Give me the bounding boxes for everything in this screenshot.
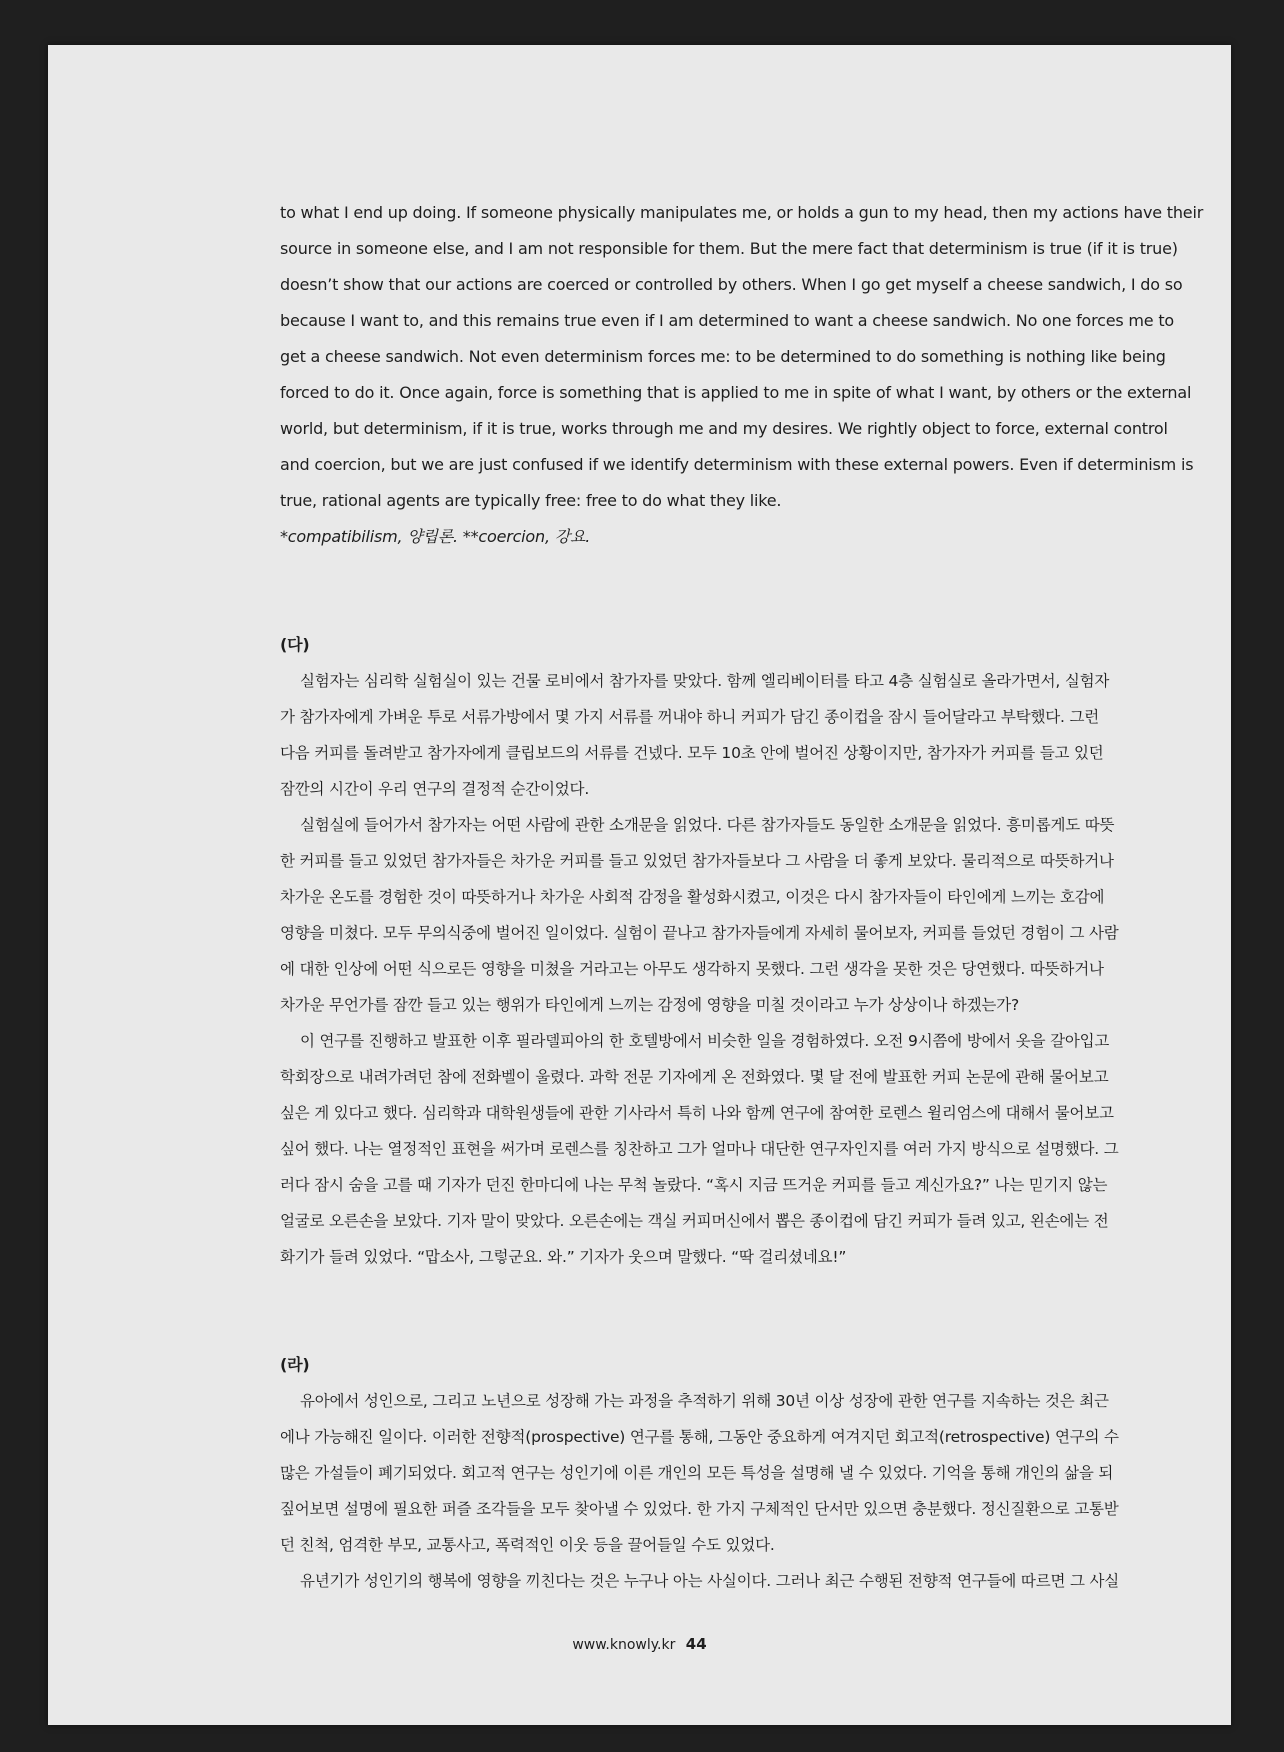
passage-line: 에 대한 인상에 어떤 식으로든 영향을 미쳤을 거라고는 아무도 생각하지 못했다. 그런 생각을 못한 것은 당연했다. 따뜻하거나 bbox=[280, 960, 1104, 978]
page-content bbox=[280, 195, 1204, 1599]
passage-line: 영향을 미쳤다. 모두 무의식중에 벌어진 일이었다. 실험이 끝나고 참가자들에게 자세히 물어보자, 커피를 들었던 경험이 그 사람 bbox=[280, 924, 1119, 942]
passage-line: to what I end up doing. If someone physically manipulates me, or holds a gun to my head, then my actions have their bbox=[280, 203, 1204, 222]
section-label: (다) bbox=[280, 635, 310, 654]
section-da bbox=[280, 627, 1204, 1275]
page-number: 44 bbox=[685, 1635, 707, 1653]
section-gap bbox=[280, 555, 1204, 627]
passage-line: 잠깐의 시간이 우리 연구의 결정적 순간이었다. bbox=[280, 780, 590, 798]
passage-line: world, but determinism, if it is true, works through me and my desires. We rightly object to force, external control bbox=[280, 419, 1168, 438]
passage-line: 싶어 했다. 나는 열정적인 표현을 써가며 로렌스를 칭찬하고 그가 얼마나 대단한 연구자인지를 여러 가지 방식으로 설명했다. 그 bbox=[280, 1140, 1119, 1158]
passage-line: 에나 가능해진 일이다. 이러한 전향적(prospective) 연구를 통해, 그동안 중요하게 여겨지던 회고적(retrospective) 연구의 수 bbox=[280, 1428, 1119, 1446]
passage-line: 한 커피를 들고 있었던 참가자들은 차가운 커피를 들고 있었던 참가자들보다 그 사람을 더 좋게 보았다. 물리적으로 따뜻하거나 bbox=[280, 852, 1114, 870]
footer-url[interactable]: www.knowly.kr bbox=[572, 1637, 676, 1653]
passage-line: 싶은 게 있다고 했다. 심리학과 대학원생들에 관한 기사라서 특히 나와 함께 연구에 참여한 로렌스 윌리엄스에 대해서 물어보고 bbox=[280, 1104, 1114, 1122]
passage-line: 이 연구를 진행하고 발표한 이후 필라델피아의 한 호텔방에서 비슷한 일을 경험하였다. 오전 9시쯤에 방에서 옷을 갈아입고 bbox=[300, 1032, 1110, 1050]
passage-line: 실험실에 들어가서 참가자는 어떤 사람에 관한 소개문을 읽었다. 다른 참가자들도 동일한 소개문을 읽었다. 흥미롭게도 따뜻 bbox=[300, 816, 1115, 834]
document-page bbox=[48, 45, 1231, 1725]
passage-line: 다음 커피를 돌려받고 참가자에게 클립보드의 서류를 건넸다. 모두 10초 안에 벌어진 상황이지만, 참가자가 커피를 들고 있던 bbox=[280, 744, 1104, 762]
section-ra bbox=[280, 1347, 1204, 1599]
passage-line: true, rational agents are typically free: free to do what they like. bbox=[280, 491, 782, 510]
passage-line: 많은 가설들이 폐기되었다. 회고적 연구는 성인기에 이른 개인의 모든 특성을 설명해 낼 수 있었다. 기억을 통해 개인의 삶을 되 bbox=[280, 1464, 1114, 1482]
passage-line: 가 참가자에게 가벼운 투로 서류가방에서 몇 가지 서류를 꺼내야 하니 커피가 담긴 종이컵을 잠시 들어달라고 부탁했다. 그런 bbox=[280, 708, 1100, 726]
passage-line: 차가운 온도를 경험한 것이 따뜻하거나 차가운 사회적 감정을 활성화시켰고, 이것은 다시 참가자들이 타인에게 느끼는 호감에 bbox=[280, 888, 1105, 906]
section-label: (라) bbox=[280, 1355, 310, 1374]
passage-line: 던 친척, 엄격한 부모, 교통사고, 폭력적인 이웃 등을 끌어들일 수도 있었다. bbox=[280, 1536, 775, 1554]
footnote: *compatibilism, 양립론. **coercion, 강요. bbox=[280, 527, 591, 546]
english-passage bbox=[280, 195, 1204, 555]
section-gap bbox=[280, 1275, 1204, 1347]
passage-line: 학회장으로 내려가려던 참에 전화벨이 울렸다. 과학 전문 기자에게 온 전화였다. 몇 달 전에 발표한 커피 논문에 관해 물어보고 bbox=[280, 1068, 1109, 1086]
passage-line: 짚어보면 설명에 필요한 퍼즐 조각들을 모두 찾아낼 수 있었다. 한 가지 구체적인 단서만 있으면 충분했다. 정신질환으로 고통받 bbox=[280, 1500, 1119, 1518]
page-footer bbox=[48, 1635, 1231, 1653]
passage-line: because I want to, and this remains true even if I am determined to want a cheese sandwich. No one forces me to bbox=[280, 311, 1174, 330]
passage-line: 유년기가 성인기의 행복에 영향을 끼친다는 것은 누구나 아는 사실이다. 그러나 최근 수행된 전향적 연구들에 따르면 그 사실 bbox=[300, 1572, 1120, 1590]
passage-line: 유아에서 성인으로, 그리고 노년으로 성장해 가는 과정을 추적하기 위해 30년 이상 성장에 관한 연구를 지속하는 것은 최근 bbox=[300, 1392, 1109, 1410]
passage-line: forced to do it. Once again, force is something that is applied to me in spite of what I want, by others or the external bbox=[280, 383, 1192, 402]
passage-line: 얼굴로 오른손을 보았다. 기자 말이 맞았다. 오른손에는 객실 커피머신에서 뽑은 종이컵에 담긴 커피가 들려 있고, 왼손에는 전 bbox=[280, 1212, 1109, 1230]
passage-line: 러다 잠시 숨을 고를 때 기자가 던진 한마디에 나는 무척 놀랐다. “혹시 지금 뜨거운 커피를 들고 계신가요?” 나는 믿기지 않는 bbox=[280, 1176, 1108, 1194]
passage-line: 차가운 무언가를 잠깐 들고 있는 행위가 타인에게 느끼는 감정에 영향을 미칠 것이라고 누가 상상이나 하겠는가? bbox=[280, 996, 1019, 1014]
passage-line: and coercion, but we are just confused if we identify determinism with these external powers. Even if determinism is bbox=[280, 455, 1194, 474]
passage-line: 실험자는 심리학 실험실이 있는 건물 로비에서 참가자를 맞았다. 함께 엘리베이터를 타고 4층 실험실로 올라가면서, 실험자 bbox=[300, 672, 1110, 690]
passage-line: source in someone else, and I am not responsible for them. But the mere fact that determinism is true (if it is true) bbox=[280, 239, 1178, 258]
passage-line: get a cheese sandwich. Not even determinism forces me: to be determined to do something is nothing like being bbox=[280, 347, 1166, 366]
passage-line: doesn’t show that our actions are coerced or controlled by others. When I go get myself a cheese sandwich, I do so bbox=[280, 275, 1183, 294]
passage-line: 화기가 들려 있었다. “맙소사, 그렇군요. 와.” 기자가 웃으며 말했다. “딱 걸리셨네요!” bbox=[280, 1248, 847, 1266]
